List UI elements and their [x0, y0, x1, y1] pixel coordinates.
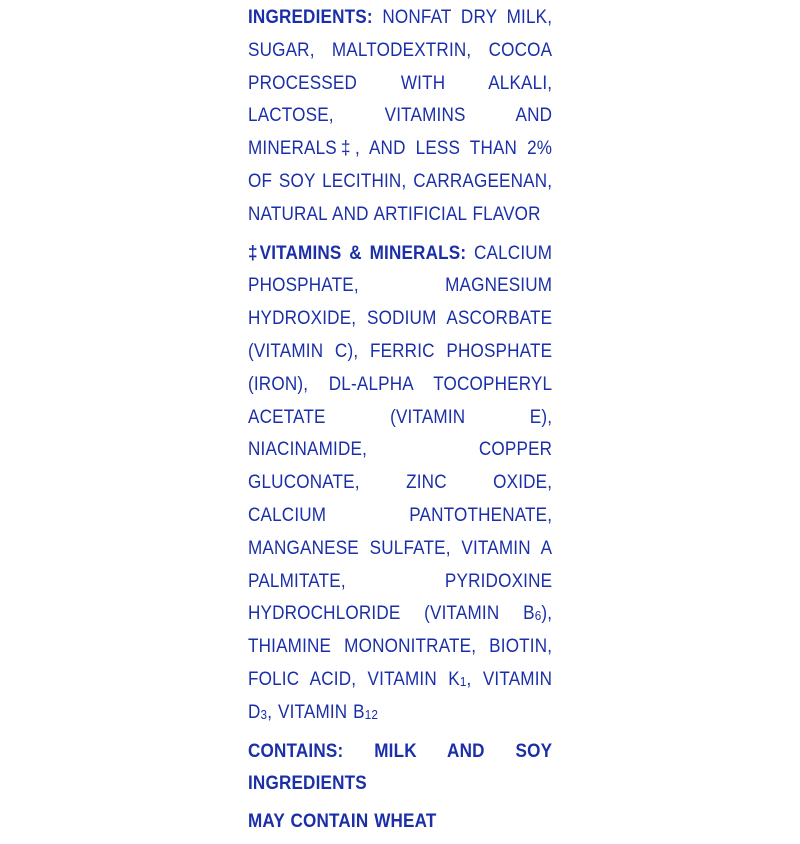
- vitamins-minerals-heading: ‡VITAMINS & MINERALS:: [248, 242, 467, 264]
- k1-subscript: 1: [459, 673, 467, 689]
- vitamins-text-a: CALCIUM PHOSPHATE, MAGNESIUM HYDROXIDE, SODIUM ASCORBATE (VITAMIN C), FERRIC PHOSPHATE (IRON), DL-ALPHA TOCOPHERYL ACETATE (VITAMIN E), NIACINAMIDE, COPPER GLUCONATE, ZINC OXIDE, CALCIUM PANTOTHENATE, MANGANESE SULFATE, VITAMIN A PALMITATE, PYRIDOXINE HYDROCHLORIDE (VITAMIN B: [248, 242, 553, 625]
- ingredients-paragraph: [248, 2, 552, 232]
- b6-subscript: 6: [534, 608, 542, 624]
- vitamins-minerals-paragraph: [248, 238, 552, 730]
- contains-allergens: CONTAINS: MILK AND SOY INGREDIENTS: [248, 740, 553, 795]
- d3-subscript: 3: [260, 706, 268, 722]
- ingredients-text: NONFAT DRY MILK, SUGAR, MALTODEXTRIN, COCOA PROCESSED WITH ALKALI, LACTOSE, VITAMINS AND MINERALS‡, AND LESS THAN 2% OF SOY LECITHIN, CARRAGEENAN, NATURAL AND ARTIFICIAL FLAVOR: [248, 7, 553, 225]
- vitamins-text-d: , VITAMIN B: [267, 701, 365, 723]
- vitamins-text-b: ), THIAMINE MONONITRATE, BIOTIN, FOLIC ACID, VITAMIN K: [248, 603, 553, 690]
- ingredient-label: [248, 2, 552, 844]
- b12-subscript: 12: [364, 706, 379, 722]
- ingredients-heading: INGREDIENTS:: [248, 7, 373, 28]
- may-contain-allergens: MAY CONTAIN WHEAT: [248, 811, 437, 833]
- vitamins-text-c: , VITAMIN D: [248, 668, 553, 723]
